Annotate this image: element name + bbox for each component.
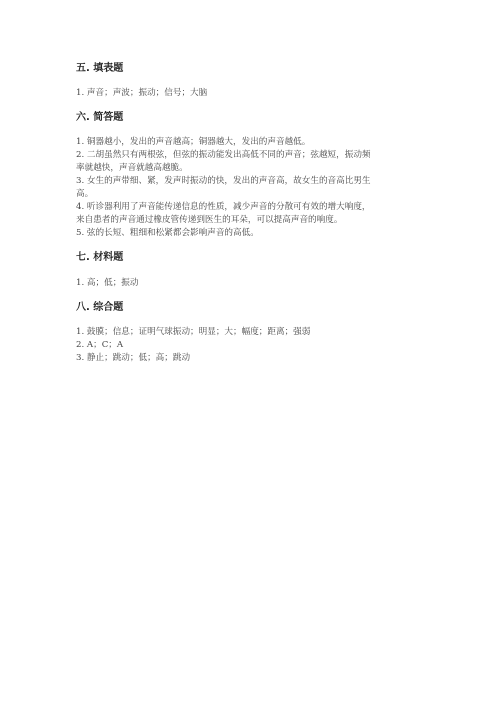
section-title-fill-table: 五. 填表题 — [76, 63, 124, 74]
answer-line: 1. 铜器越小，发出的声音越高；铜器越大，发出的声音越低。 — [76, 137, 311, 147]
answer-line: 3. 静止；跳动；低；高；跳动 — [76, 353, 191, 363]
answer-line: 高。 — [76, 189, 94, 199]
section-title-comprehensive: 八. 综合题 — [76, 302, 124, 313]
answer-line: 1. 高；低；振动 — [76, 278, 139, 288]
answer-line: 2. 二胡虽然只有两根弦，但弦的振动能发出高低不同的声音；弦越短，振动频 — [76, 150, 371, 160]
answer-line: 5. 弦的长短、粗细和松紧都会影响声音的高低。 — [76, 228, 259, 238]
section-title-material: 七. 材料题 — [76, 252, 124, 263]
answer-line: 来自患者的声音通过橡皮管传递到医生的耳朵，可以提高声音的响度。 — [76, 215, 343, 225]
answer-line: 2. A；C；A — [76, 340, 124, 350]
answer-line: 率就越快，声音就越高越脆。 — [76, 163, 188, 173]
section-title-short-answer: 六. 简答题 — [76, 112, 124, 123]
answer-line: 4. 听诊器利用了声音能传递信息的性质，减少声音的分散可有效的增大响度， — [76, 202, 371, 212]
answer-line: 1. 声音；声波；振动；信号；大脑 — [76, 88, 208, 98]
answer-line: 3. 女生的声带细、紧，发声时振动的快，发出的声音高，故女生的音高比男生 — [76, 176, 371, 186]
answer-line: 1. 鼓膜；信息；证明气球振动；明显；大；幅度；距离；强弱 — [76, 327, 311, 337]
